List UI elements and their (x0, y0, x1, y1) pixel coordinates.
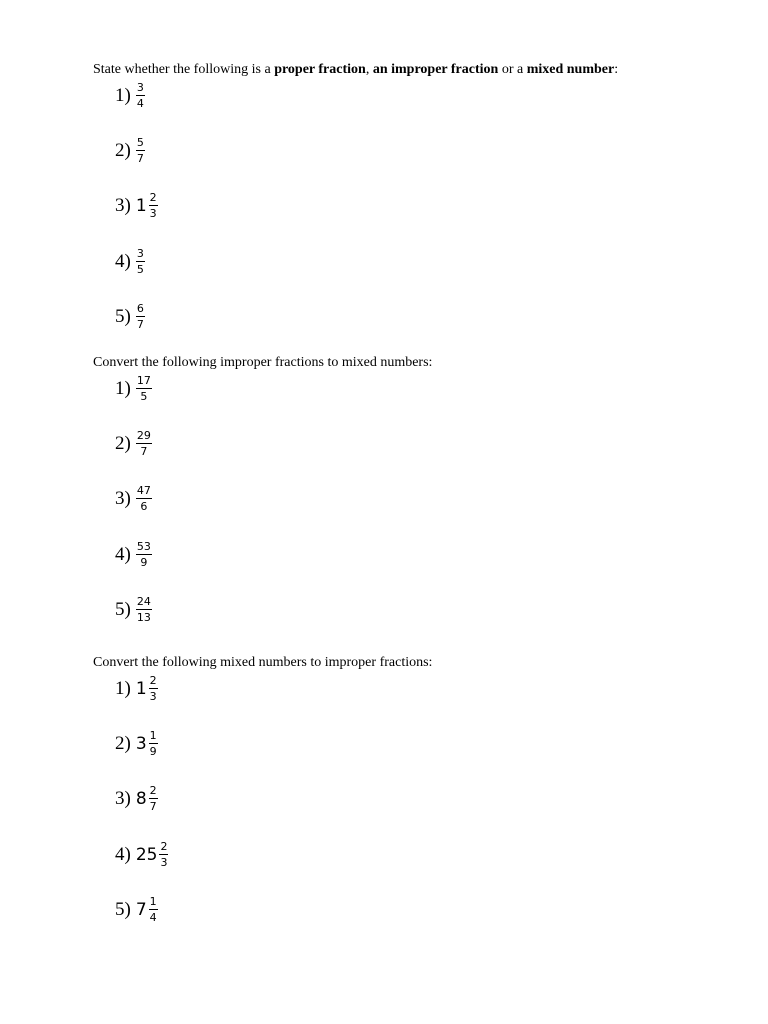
denominator: 3 (160, 856, 168, 869)
fraction (136, 541, 152, 569)
section1-sep1: , (365, 62, 373, 77)
s1-item-3 (115, 186, 158, 226)
numerator: 3 (136, 247, 144, 260)
item-number: 4) (115, 251, 131, 272)
fraction (136, 303, 145, 331)
fraction (136, 137, 145, 165)
s3-item-2 (115, 724, 158, 764)
section2-heading: Convert the following improper fractions to mixed numbers: (93, 355, 433, 370)
section1-heading (93, 61, 618, 79)
section3-heading: Convert the following mixed numbers to improper fractions: (93, 655, 433, 670)
fraction (149, 675, 158, 703)
s2-item-5 (115, 590, 152, 630)
section1-sep2: or a (498, 62, 527, 77)
numerator: 53 (136, 540, 151, 553)
item-number: 3) (115, 788, 131, 809)
item-number: 5) (115, 899, 131, 920)
numerator: 6 (136, 302, 144, 315)
s3-item-1 (115, 669, 158, 709)
item-number: 4) (115, 844, 131, 865)
numerator: 1 (149, 729, 157, 742)
whole-number: 25 (135, 845, 158, 865)
fraction (149, 730, 158, 758)
numerator: 29 (136, 429, 151, 442)
term-improper-fraction: an improper fraction (372, 62, 499, 77)
denominator: 5 (140, 390, 148, 403)
item-number: 5) (115, 599, 131, 620)
fraction (136, 485, 152, 513)
denominator: 9 (149, 745, 157, 758)
s3-item-5 (115, 890, 158, 930)
whole-number: 7 (135, 900, 147, 920)
fraction (136, 82, 145, 110)
whole-number: 3 (135, 734, 147, 754)
section1-heading-pre: State whether the following is a (93, 62, 275, 77)
fraction (149, 785, 158, 813)
numerator: 5 (136, 136, 144, 149)
s1-item-4 (115, 242, 145, 282)
denominator: 7 (136, 318, 144, 331)
s1-item-2 (115, 131, 145, 171)
fraction (149, 896, 158, 924)
item-number: 2) (115, 140, 131, 161)
numerator: 2 (160, 840, 168, 853)
s2-item-1 (115, 369, 152, 409)
item-number: 1) (115, 378, 131, 399)
whole-number: 8 (135, 789, 147, 809)
denominator: 9 (140, 556, 148, 569)
item-number: 4) (115, 544, 131, 565)
numerator: 47 (136, 484, 151, 497)
numerator: 2 (149, 784, 157, 797)
item-number: 2) (115, 433, 131, 454)
s2-item-2 (115, 424, 152, 464)
s2-item-4 (115, 535, 152, 575)
item-number: 1) (115, 85, 131, 106)
numerator: 3 (136, 81, 144, 94)
fraction (136, 248, 145, 276)
denominator: 7 (136, 152, 144, 165)
numerator: 17 (136, 374, 151, 387)
numerator: 2 (149, 674, 157, 687)
whole-number: 1 (135, 196, 147, 216)
fraction (136, 596, 152, 624)
s2-item-3 (115, 479, 152, 519)
fraction (136, 430, 152, 458)
denominator: 4 (149, 911, 157, 924)
s3-item-4 (115, 835, 168, 875)
term-mixed-number: mixed number (526, 62, 615, 77)
item-number: 5) (115, 306, 131, 327)
denominator: 7 (140, 445, 148, 458)
denominator: 7 (149, 800, 157, 813)
whole-number: 1 (135, 679, 147, 699)
item-number: 3) (115, 488, 131, 509)
numerator: 24 (136, 595, 151, 608)
denominator: 4 (136, 97, 144, 110)
s3-item-3 (115, 779, 158, 819)
denominator: 3 (149, 207, 157, 220)
denominator: 13 (136, 611, 151, 624)
fraction (136, 375, 152, 403)
numerator: 2 (149, 191, 157, 204)
fraction (149, 192, 158, 220)
section1-end: : (614, 62, 619, 77)
item-number: 1) (115, 678, 131, 699)
numerator: 1 (149, 895, 157, 908)
term-proper-fraction: proper fraction (274, 62, 366, 77)
s1-item-1 (115, 76, 145, 116)
denominator: 6 (140, 500, 148, 513)
item-number: 3) (115, 195, 131, 216)
s1-item-5 (115, 297, 145, 337)
denominator: 3 (149, 690, 157, 703)
denominator: 5 (136, 263, 144, 276)
fraction (159, 841, 168, 869)
item-number: 2) (115, 733, 131, 754)
